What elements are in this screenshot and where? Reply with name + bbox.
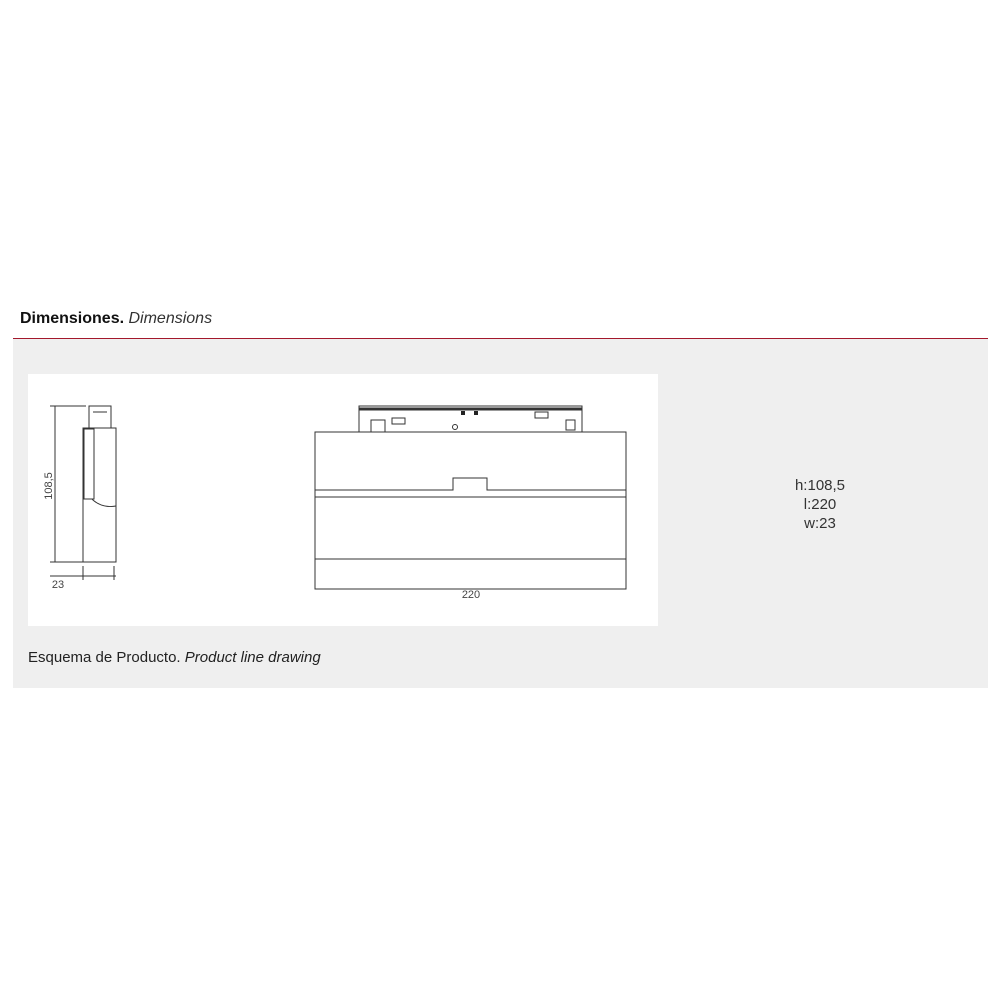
dimension-specs [760,476,880,533]
adapter-slot-small [392,418,405,424]
adapter-mark-right [474,411,478,415]
section-title-es: Dimensiones. [20,310,125,327]
caption-en: Product line drawing [184,649,321,666]
section-header [20,309,212,329]
spec-height: h:108,5 [794,477,846,494]
section-title-en: Dimensions [128,310,213,327]
adapter-slot-end [566,420,575,430]
side-inner-channel [84,429,94,499]
side-height-label: 108,5 [43,472,55,500]
adapter-mark-left [461,411,465,415]
caption-es: Esquema de Producto. [28,649,181,666]
spec-width: w:23 [804,515,836,532]
side-width-label: 23 [51,579,65,591]
adapter-slot-left [371,420,385,432]
adapter-slot-right [535,412,548,418]
front-body [315,432,626,589]
front-split-top [315,478,626,490]
spec-length: l:220 [803,496,837,513]
drawing-caption [28,648,321,667]
product-line-drawing [28,374,658,626]
front-length-label: 220 [461,589,481,601]
side-connector [89,406,111,428]
drawing-svg [28,374,658,626]
adapter-screw [453,425,458,430]
